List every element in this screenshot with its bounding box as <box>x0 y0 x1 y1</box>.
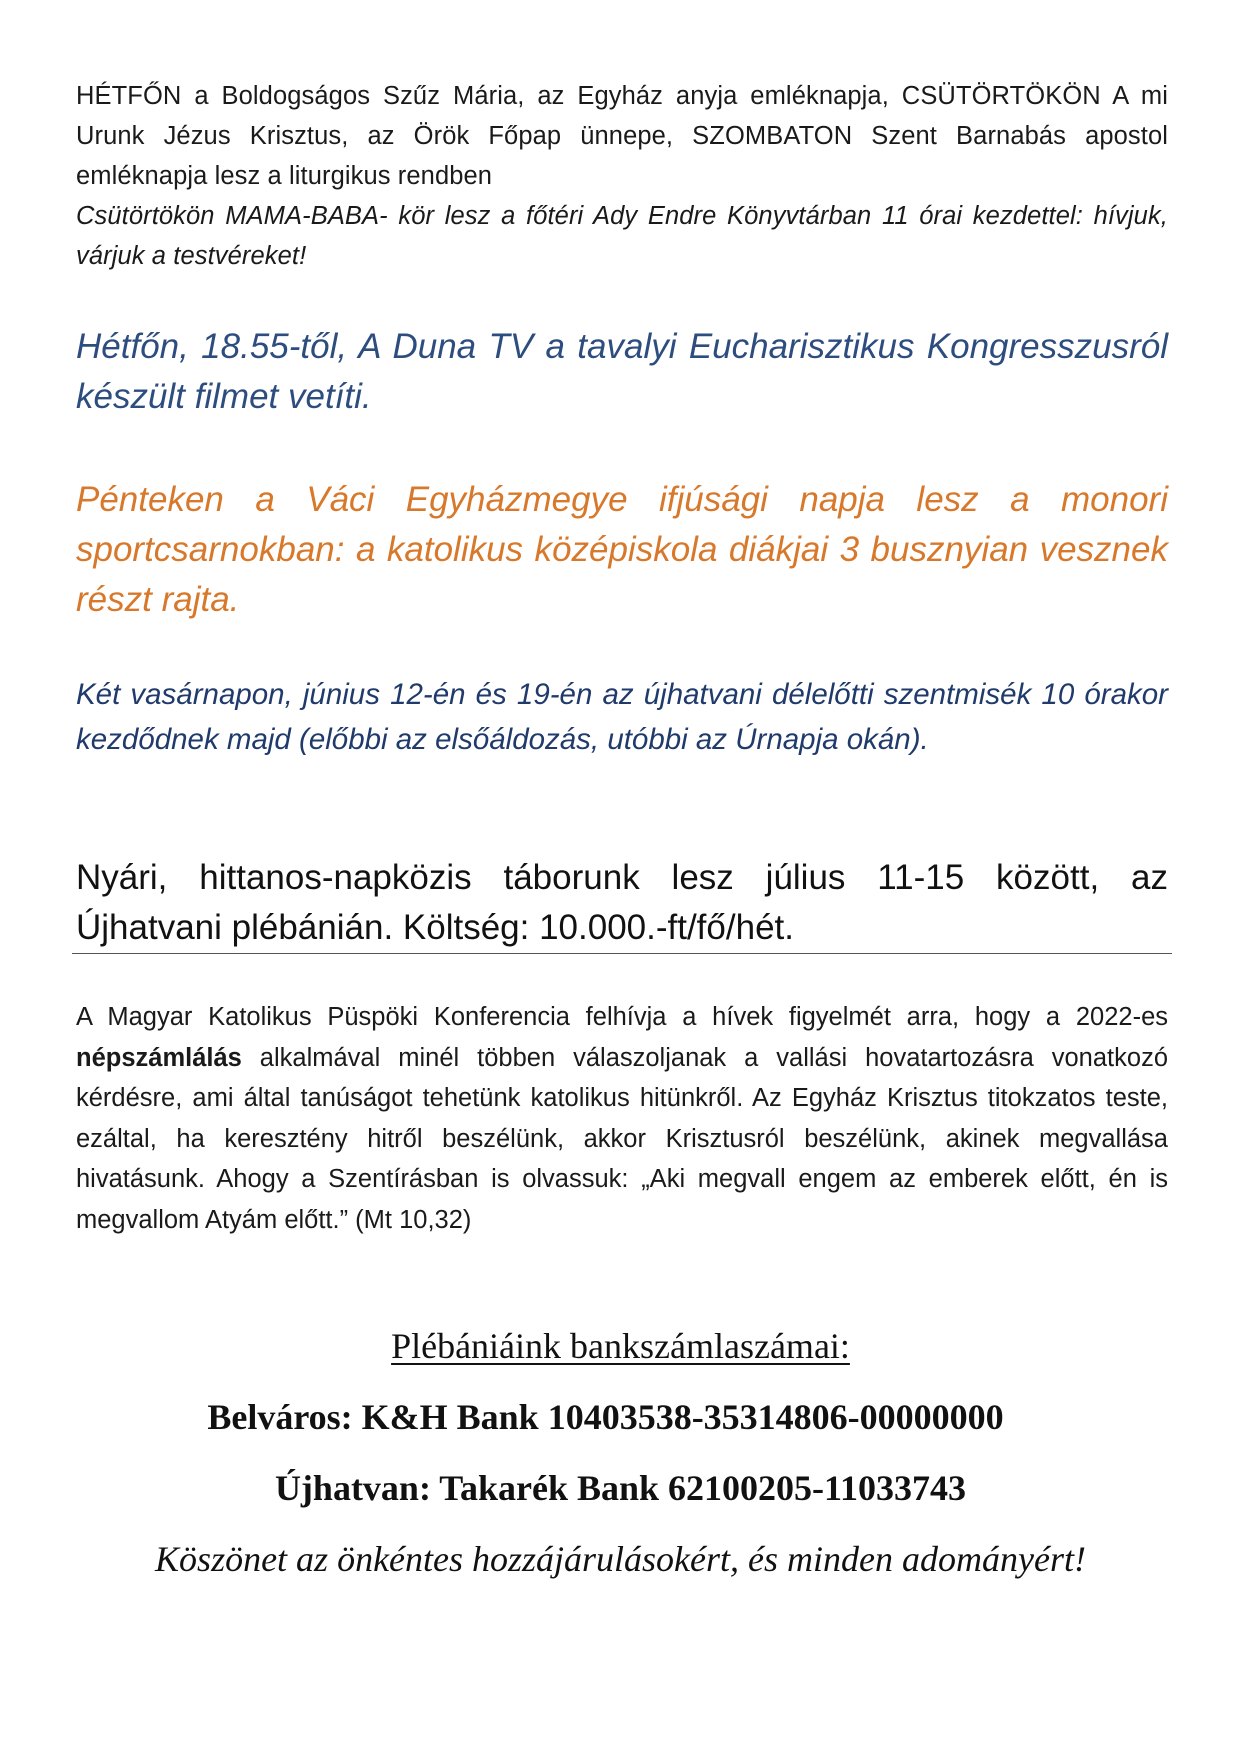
liturgy-notice <box>76 76 1168 276</box>
section-divider <box>72 953 1172 954</box>
youth-day-notice: Pénteken a Váci Egyházmegye ifjúsági napja lesz a monori sportcsarnokban: a katolikus középiskola diákjai 3 busznyian vesznek részt rajta. <box>76 480 1168 619</box>
liturgy-calendar-text: HÉTFŐN a Boldogságos Szűz Mária, az Egyház anyja emléknapja, CSÜTÖRTÖKÖN A mi Urunk Jézus Krisztus, az Örök Főpap ünnepe, SZOMBATON Szent Barnabás apostol emléknapja lesz a liturgikus rendben <box>76 82 1168 190</box>
census-text-intro: A Magyar Katolikus Püspöki Konferencia felhívja a hívek figyelmét arra, hogy a 2022-es <box>76 1003 1168 1031</box>
bank-account-ujhatvan: Újhatvan: Takarék Bank 62100205-11033743 <box>274 1468 967 1508</box>
sunday-mass-notice: Két vasárnapon, június 12-én és 19-én az újhatvani délelőtti szentmisék 10 órakor kezdődnek majd (előbbi az elsőáldozás, utóbbi az Úrnapja okán). <box>76 678 1168 756</box>
bank-account-belvaros: Belváros: K&H Bank 10403538-35314806-00000000 <box>207 1397 1004 1437</box>
census-keyword: népszámlálás <box>76 1043 242 1072</box>
census-notice <box>76 997 1168 1240</box>
thanks-message: Köszönet az önkéntes hozzájárulásokért, és minden adományért! <box>155 1539 1086 1579</box>
mama-baba-notice-text: Csütörtökön MAMA-BABA- kör lesz a főtéri Ady Endre Könyvtárban 11 órai kezdettel: hívjuk, várjuk a testvéreket! <box>76 202 1168 270</box>
bank-accounts-heading <box>0 1322 1241 1370</box>
census-text-body: alkalmával minél többen válaszoljanak a vallási hovatartozásra vonatkozó kérdésre, ami által tanúságot tehetünk katolikus hitünkről. Az Egyház Krisztus titokzatos teste, ezáltal, ha keresztény hitről beszélünk, akkor Krisztusról beszélünk, akinek megvallása hivatásunk. Ahogy a Szentírásban is olvassuk: „Aki megvall engem az emberek előtt, én is megvallom Atyám előtt.” (Mt 10,32) <box>76 1043 1168 1234</box>
bank-accounts-title: Plébániáink bankszámlaszámai: <box>391 1326 850 1366</box>
duna-tv-notice: Hétfőn, 18.55-től, A Duna TV a tavalyi Eucharisztikus Kongresszusról készült filmet vetíti. <box>76 327 1168 416</box>
summer-camp-notice: Nyári, hittanos-napközis táborunk lesz július 11-15 között, az Újhatvani plébánián. Költség: 10.000.-ft/fő/hét. <box>76 858 1168 947</box>
